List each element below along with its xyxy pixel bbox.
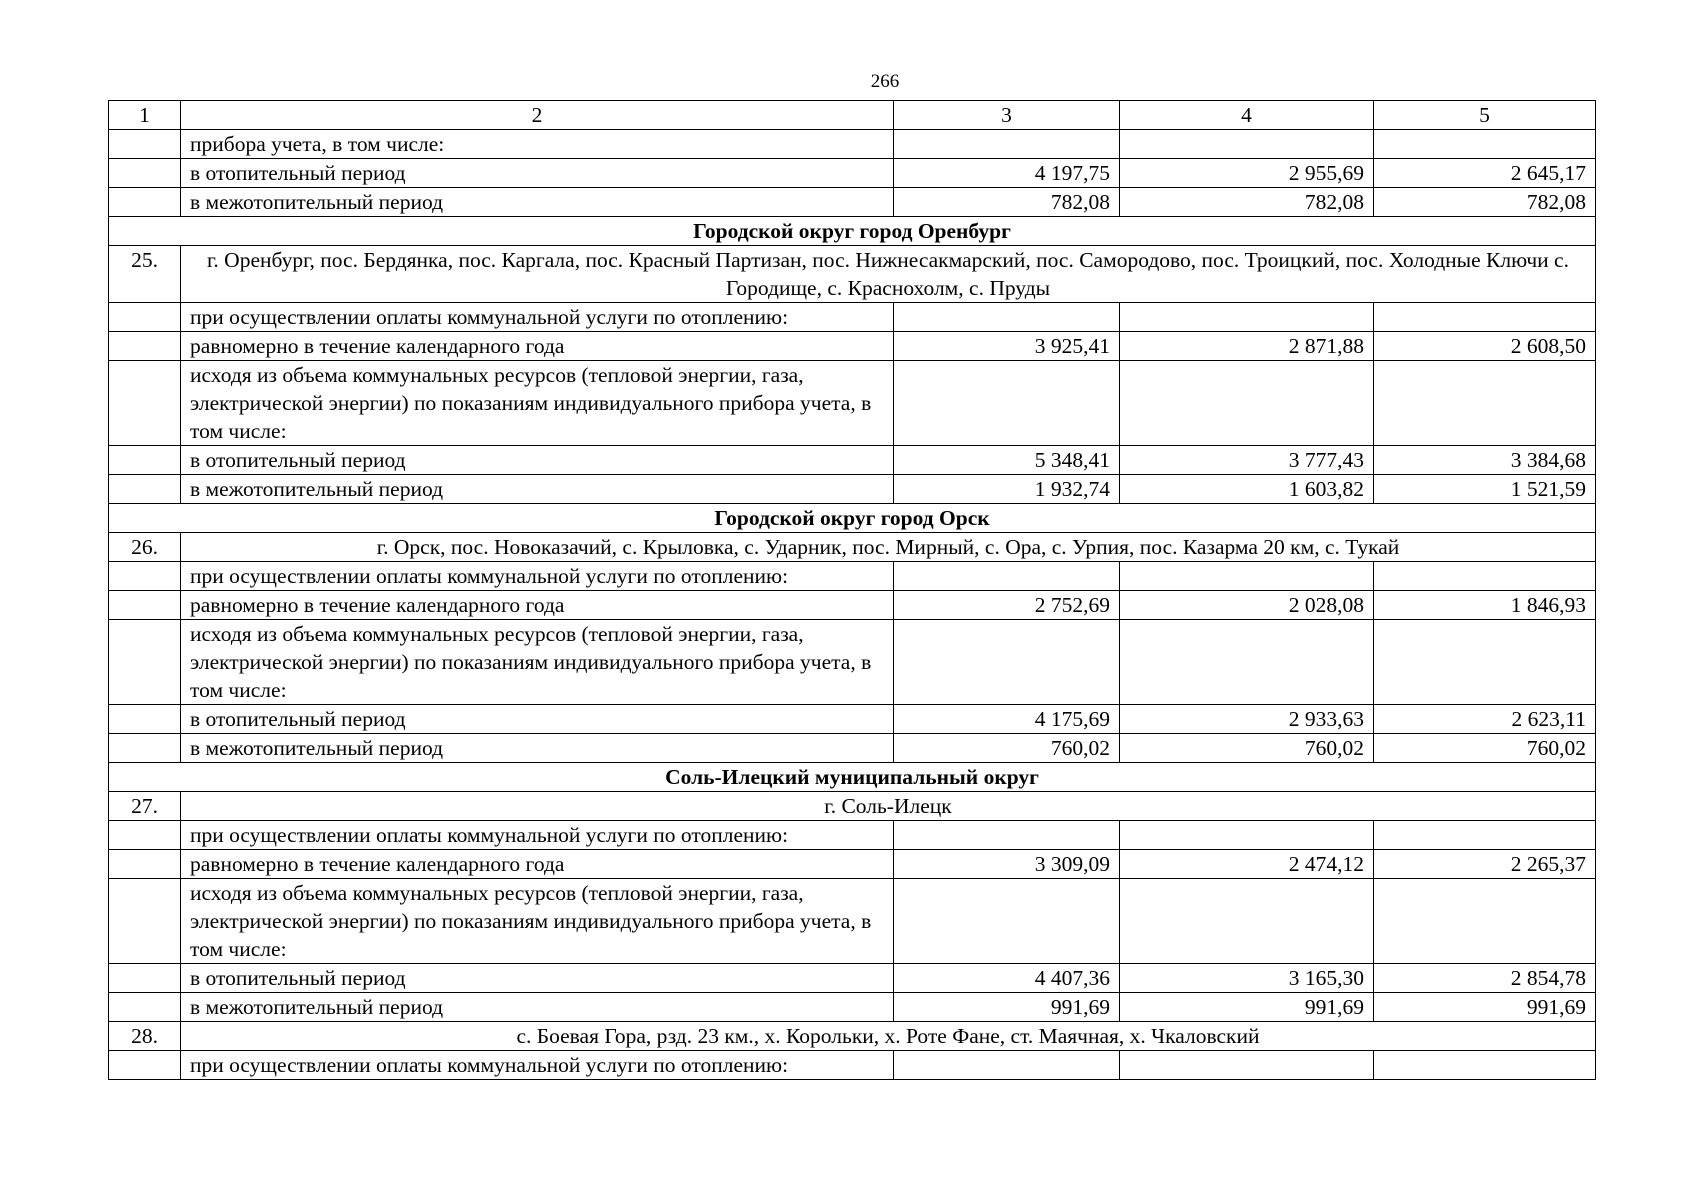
row-number: 27. <box>109 792 181 821</box>
value-cell-col3 <box>894 879 1120 964</box>
row-number <box>109 620 181 705</box>
table-row <box>109 332 1596 361</box>
row-description: исходя из объема коммунальных ресурсов (тепловой энергии, газа, электрической энергии) по показаниям индивидуального прибора учета, в том числе: <box>181 879 894 964</box>
row-description: исходя из объема коммунальных ресурсов (тепловой энергии, газа, электрической энергии) по показаниям индивидуального прибора учета, в том числе: <box>181 361 894 446</box>
tariff-table-body <box>109 101 1596 1080</box>
row-description: в отопительный период <box>181 446 894 475</box>
row-number <box>109 850 181 879</box>
value-cell-col3 <box>894 303 1120 332</box>
row-number <box>109 446 181 475</box>
header-cell-4: 4 <box>1120 101 1374 130</box>
table-row <box>109 705 1596 734</box>
table-row <box>109 591 1596 620</box>
value-cell-col3: 2 752,69 <box>894 591 1120 620</box>
value-cell-col3 <box>894 361 1120 446</box>
row-number <box>109 562 181 591</box>
row-number <box>109 1051 181 1080</box>
table-row <box>109 734 1596 763</box>
header-cell-2: 2 <box>181 101 894 130</box>
value-cell-col4: 2 955,69 <box>1120 159 1374 188</box>
row-description: в отопительный период <box>181 964 894 993</box>
table-row <box>109 188 1596 217</box>
row-number <box>109 475 181 504</box>
row-number <box>109 993 181 1022</box>
value-cell-col3 <box>894 620 1120 705</box>
section-row <box>109 763 1596 792</box>
value-cell-col3: 782,08 <box>894 188 1120 217</box>
header-cell-5: 5 <box>1374 101 1596 130</box>
value-cell-col5: 1 846,93 <box>1374 591 1596 620</box>
value-cell-col4: 760,02 <box>1120 734 1374 763</box>
value-cell-col5 <box>1374 620 1596 705</box>
value-cell-col3 <box>894 821 1120 850</box>
value-cell-col3: 3 925,41 <box>894 332 1120 361</box>
value-cell-col4: 2 933,63 <box>1120 705 1374 734</box>
value-cell-col5: 2 854,78 <box>1374 964 1596 993</box>
value-cell-col5 <box>1374 130 1596 159</box>
row-description: в межотопительный период <box>181 188 894 217</box>
row-description: при осуществлении оплаты коммунальной услуги по отоплению: <box>181 303 894 332</box>
value-cell-col5: 2 608,50 <box>1374 332 1596 361</box>
table-row <box>109 446 1596 475</box>
table-row <box>109 562 1596 591</box>
value-cell-col5 <box>1374 821 1596 850</box>
section-row <box>109 504 1596 533</box>
value-cell-col3: 5 348,41 <box>894 446 1120 475</box>
value-cell-col5: 991,69 <box>1374 993 1596 1022</box>
value-cell-col4: 991,69 <box>1120 993 1374 1022</box>
row-number <box>109 188 181 217</box>
locality-list: г. Орск, пос. Новоказачий, с. Крыловка, с. Ударник, пос. Мирный, с. Ора, с. Урпия, пос. Казарма 20 км, с. Тукай <box>181 533 1596 562</box>
row-description: равномерно в течение календарного года <box>181 591 894 620</box>
row-number <box>109 964 181 993</box>
value-cell-col4: 2 474,12 <box>1120 850 1374 879</box>
value-cell-col4 <box>1120 303 1374 332</box>
value-cell-col4 <box>1120 562 1374 591</box>
row-description: при осуществлении оплаты коммунальной услуги по отоплению: <box>181 562 894 591</box>
value-cell-col5 <box>1374 562 1596 591</box>
table-row <box>109 361 1596 446</box>
row-number: 26. <box>109 533 181 562</box>
table-row <box>109 130 1596 159</box>
value-cell-col4 <box>1120 879 1374 964</box>
row-number: 25. <box>109 246 181 303</box>
table-row <box>109 821 1596 850</box>
tariff-table <box>108 100 1596 1080</box>
value-cell-col3: 4 407,36 <box>894 964 1120 993</box>
row-number <box>109 705 181 734</box>
value-cell-col5 <box>1374 303 1596 332</box>
row-description: в отопительный период <box>181 159 894 188</box>
value-cell-col3 <box>894 1051 1120 1080</box>
row-description: в отопительный период <box>181 705 894 734</box>
value-cell-col4: 3 165,30 <box>1120 964 1374 993</box>
table-row <box>109 159 1596 188</box>
locality-row <box>109 246 1596 303</box>
value-cell-col5: 2 645,17 <box>1374 159 1596 188</box>
row-number: 28. <box>109 1022 181 1051</box>
section-title: Соль-Илецкий муниципальный округ <box>109 763 1596 792</box>
value-cell-col5: 1 521,59 <box>1374 475 1596 504</box>
row-description: исходя из объема коммунальных ресурсов (тепловой энергии, газа, электрической энергии) по показаниям индивидуального прибора учета, в том числе: <box>181 620 894 705</box>
header-cell-3: 3 <box>894 101 1120 130</box>
value-cell-col3: 3 309,09 <box>894 850 1120 879</box>
value-cell-col5 <box>1374 361 1596 446</box>
row-description: прибора учета, в том числе: <box>181 130 894 159</box>
value-cell-col3: 1 932,74 <box>894 475 1120 504</box>
value-cell-col4: 3 777,43 <box>1120 446 1374 475</box>
value-cell-col3: 760,02 <box>894 734 1120 763</box>
section-row <box>109 217 1596 246</box>
value-cell-col5: 2 623,11 <box>1374 705 1596 734</box>
value-cell-col4 <box>1120 821 1374 850</box>
value-cell-col4: 782,08 <box>1120 188 1374 217</box>
locality-row <box>109 792 1596 821</box>
value-cell-col3 <box>894 130 1120 159</box>
row-description: равномерно в течение календарного года <box>181 332 894 361</box>
value-cell-col5: 2 265,37 <box>1374 850 1596 879</box>
page-number: 266 <box>870 71 900 92</box>
value-cell-col4 <box>1120 361 1374 446</box>
table-row <box>109 303 1596 332</box>
table-row <box>109 993 1596 1022</box>
value-cell-col3: 4 175,69 <box>894 705 1120 734</box>
table-row <box>109 620 1596 705</box>
header-row <box>109 101 1596 130</box>
locality-row <box>109 1022 1596 1051</box>
value-cell-col4: 1 603,82 <box>1120 475 1374 504</box>
row-number <box>109 159 181 188</box>
table-row <box>109 1051 1596 1080</box>
value-cell-col3: 991,69 <box>894 993 1120 1022</box>
value-cell-col4: 2 028,08 <box>1120 591 1374 620</box>
table-row <box>109 475 1596 504</box>
row-number <box>109 821 181 850</box>
row-number <box>109 879 181 964</box>
section-title: Городской округ город Оренбург <box>109 217 1596 246</box>
value-cell-col4 <box>1120 620 1374 705</box>
locality-list: г. Оренбург, пос. Бердянка, пос. Каргала, пос. Красный Партизан, пос. Нижнесакмарский, пос. Самородово, пос. Троицкий, пос. Холодные Ключи с. Городище, с. Краснохолм, с. Пруды <box>181 246 1596 303</box>
table-row <box>109 879 1596 964</box>
value-cell-col4: 2 871,88 <box>1120 332 1374 361</box>
table-row <box>109 964 1596 993</box>
table-row <box>109 850 1596 879</box>
row-number <box>109 130 181 159</box>
value-cell-col5: 760,02 <box>1374 734 1596 763</box>
row-description: в межотопительный период <box>181 734 894 763</box>
row-number <box>109 361 181 446</box>
value-cell-col4 <box>1120 1051 1374 1080</box>
value-cell-col5 <box>1374 879 1596 964</box>
value-cell-col5: 782,08 <box>1374 188 1596 217</box>
row-description: в межотопительный период <box>181 475 894 504</box>
section-title: Городской округ город Орск <box>109 504 1596 533</box>
row-description: при осуществлении оплаты коммунальной услуги по отоплению: <box>181 821 894 850</box>
value-cell-col5: 3 384,68 <box>1374 446 1596 475</box>
row-number <box>109 303 181 332</box>
row-description: при осуществлении оплаты коммунальной услуги по отоплению: <box>181 1051 894 1080</box>
value-cell-col3: 4 197,75 <box>894 159 1120 188</box>
value-cell-col3 <box>894 562 1120 591</box>
locality-list: г. Соль-Илецк <box>181 792 1596 821</box>
row-number <box>109 591 181 620</box>
row-number <box>109 332 181 361</box>
value-cell-col4 <box>1120 130 1374 159</box>
locality-list: с. Боевая Гора, рзд. 23 км., х. Корольки, х. Роте Фане, ст. Маячная, х. Чкаловский <box>181 1022 1596 1051</box>
row-number <box>109 734 181 763</box>
value-cell-col5 <box>1374 1051 1596 1080</box>
row-description: равномерно в течение календарного года <box>181 850 894 879</box>
row-description: в межотопительный период <box>181 993 894 1022</box>
header-cell-1: 1 <box>109 101 181 130</box>
locality-row <box>109 533 1596 562</box>
